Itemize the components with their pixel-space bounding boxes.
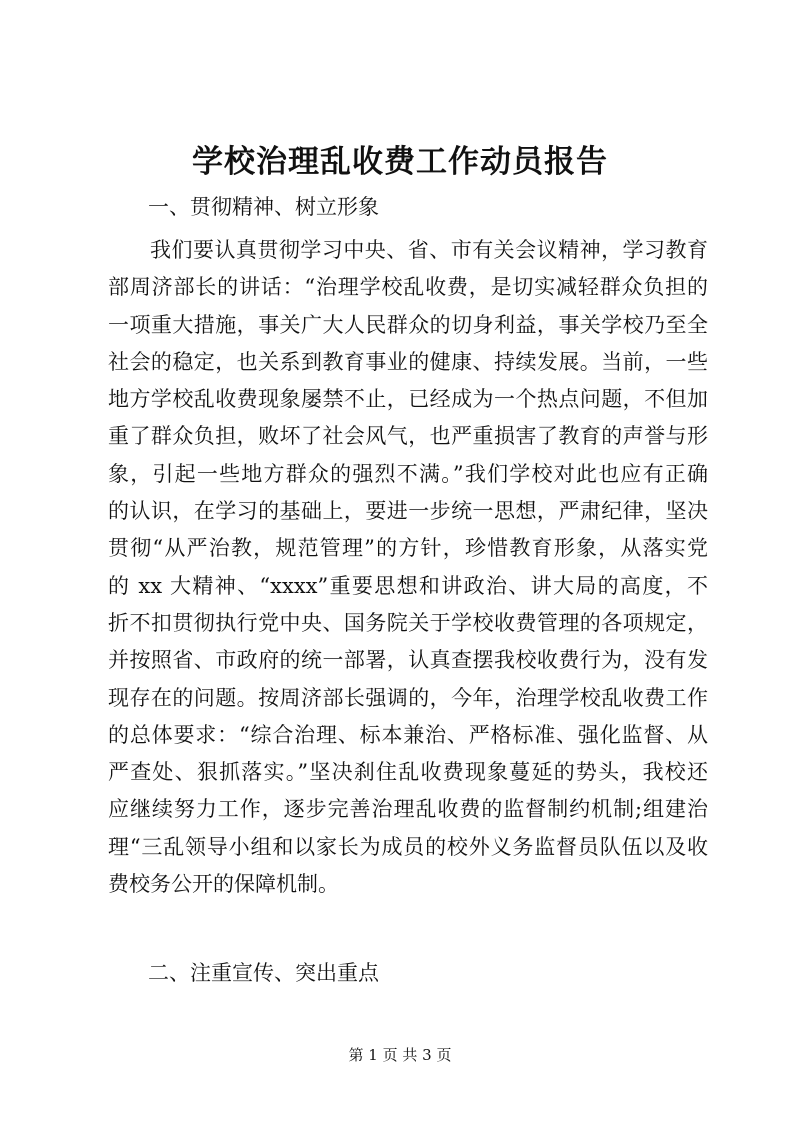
paragraph-line: 现存在的问题。按周济部长强调的，今年，治理学校乱收费工作 [108,685,708,710]
paragraph-line: 社会的稳定，也关系到教育事业的健康、持续发展。当前，一些 [108,349,708,374]
paragraph-line: 我们要认真贯彻学习中央、省、市有关会议精神，学习教育 [150,238,708,262]
paragraph-line: 的 xx 大精神、“xxxx”重要思想和讲政治、讲大局的高度，不 [108,573,708,598]
document-title: 学校治理乱收费工作动员报告 [192,144,608,180]
paragraph-line: 严查处、狠抓落实。”坚决刹住乱收费现象蔓延的势头，我校还 [108,760,708,785]
paragraph-line: 重了群众负担，败坏了社会风气，也严重损害了教育的声誉与形 [108,424,708,449]
paragraph-line: 一项重大措施，事关广大人民群众的切身利益，事关学校乃至全 [108,312,708,337]
paragraph-line: 费校务公开的保障机制。 [108,872,339,897]
section-heading-2: 二、注重宣传、突出重点 [148,961,379,985]
paragraph-line: 的总体要求：“综合治理、标本兼治、严格标准、强化监督、从 [108,722,708,747]
paragraph-line: 并按照省、市政府的统一部署，认真查摆我校收费行为，没有发 [108,648,708,673]
section-heading-1: 一、贯彻精神、树立形象 [148,195,379,219]
paragraph-line: 贯彻“从严治教，规范管理”的方针，珍惜教育形象，从落实党 [108,536,708,561]
page-footer: 第 1 页 共 3 页 [348,1046,452,1064]
paragraph-line: 的认识，在学习的基础上，要进一步统一思想，严肃纪律，坚决 [108,499,708,524]
section-1-paragraph [108,232,708,903]
paragraph-line: 部周济部长的讲话：“治理学校乱收费，是切实减轻群众负担的 [108,275,708,300]
paragraph-line: 象，引起一些地方群众的强烈不满。”我们学校对此也应有正确 [108,461,708,486]
paragraph-line: 理“三乱领导小组和以家长为成员的校外义务监督员队伍以及收 [108,834,708,859]
paragraph-line: 地方学校乱收费现象屡禁不止，已经成为一个热点问题，不但加 [108,387,708,412]
paragraph-line: 应继续努力工作，逐步完善治理乱收费的监督制约机制;组建治 [108,797,708,822]
paragraph-line: 折不扣贯彻执行党中央、国务院关于学校收费管理的各项规定， [108,610,708,635]
